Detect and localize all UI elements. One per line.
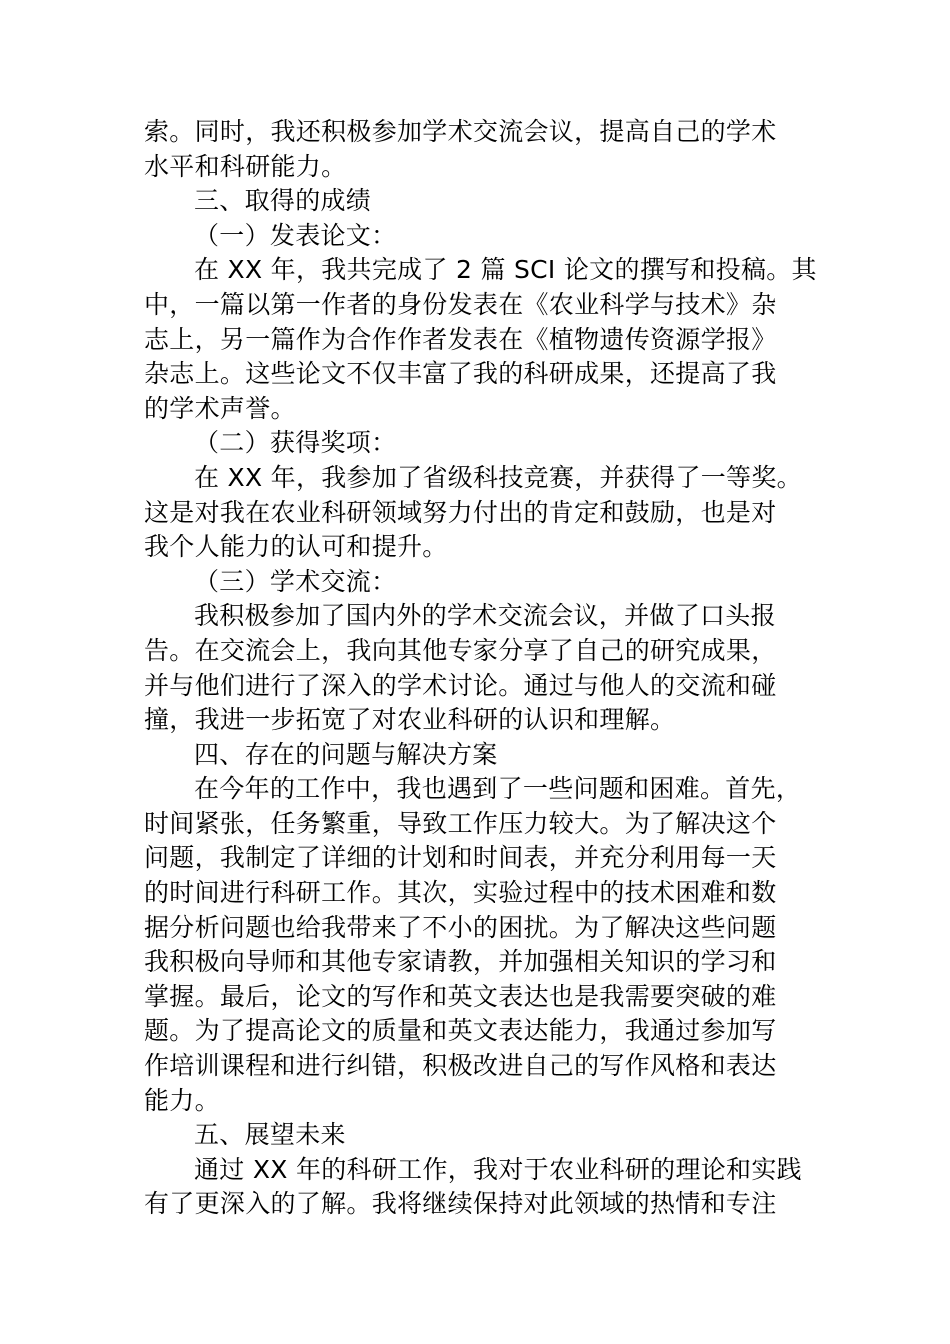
paragraph-line: 索。同时，我还积极参加学术交流会议，提高自己的学术 <box>144 117 777 146</box>
document-body <box>144 115 817 1222</box>
paragraph-line: 杂志上。这些论文不仅丰富了我的科研成果，还提高了我 <box>144 359 777 389</box>
paragraph-line: 并与他们进行了深入的学术讨论。通过与他人的交流和碰 <box>144 670 777 700</box>
paragraph-line: 通过 XX 年的科研工作，我对于农业科研的理论和实践 <box>194 1154 802 1184</box>
paragraph-line: 在 XX 年，我共完成了 2 篇 SCI 论文的撰写和投稿。其 <box>194 255 817 285</box>
paragraph-line: 题。为了提高论文的质量和英文表达能力，我通过参加写 <box>144 1016 777 1046</box>
paragraph-line: 水平和科研能力。 <box>144 151 347 181</box>
subsection-heading-1: （一）发表论文： <box>194 220 397 250</box>
paragraph-line: 我积极向导师和其他专家请教，并加强相关知识的学习和 <box>144 947 777 977</box>
subsection-heading-3: （三）学术交流： <box>194 566 397 596</box>
paragraph-line: 在今年的工作中，我也遇到了一些问题和困难。首先， <box>194 774 802 804</box>
section-heading-5: 五、展望未来 <box>194 1120 346 1150</box>
paragraph-line: 在 XX 年，我参加了省级科技竞赛，并获得了一等奖。 <box>194 462 802 492</box>
paragraph-line: 时间紧张，任务繁重，导致工作压力较大。为了解决这个 <box>144 808 777 838</box>
paragraph-line: 掌握。最后，论文的写作和英文表达也是我需要突破的难 <box>144 981 777 1011</box>
subsection-heading-2: （二）获得奖项： <box>194 428 397 458</box>
paragraph-line: 据分析问题也给我带来了不小的困扰。为了解决这些问题 <box>144 912 777 942</box>
paragraph-line: 我个人能力的认可和提升。 <box>144 532 448 562</box>
paragraph-line: 有了更深入的了解。我将继续保持对此领域的热情和专注 <box>144 1189 777 1219</box>
paragraph-line: 问题，我制定了详细的计划和时间表，并充分利用每一天 <box>144 843 777 873</box>
paragraph-line: 告。在交流会上，我向其他专家分享了自己的研究成果， <box>144 635 777 665</box>
paragraph-line: 的学术声誉。 <box>144 393 296 423</box>
paragraph-line: 我积极参加了国内外的学术交流会议，并做了口头报 <box>194 601 776 631</box>
paragraph-line: 能力。 <box>144 1085 220 1115</box>
paragraph-line: 这是对我在农业科研领域努力付出的肯定和鼓励，也是对 <box>144 497 777 527</box>
paragraph-line: 中，一篇以第一作者的身份发表在《农业科学与技术》杂 <box>144 289 777 319</box>
section-heading-3: 三、取得的成绩 <box>194 186 372 216</box>
paragraph-line: 的时间进行科研工作。其次，实验过程中的技术困难和数 <box>144 878 777 908</box>
paragraph-line: 撞，我进一步拓宽了对农业科研的认识和理解。 <box>144 705 676 735</box>
paragraph-line: 志上，另一篇作为合作作者发表在《植物遗传资源学报》 <box>144 324 777 354</box>
paragraph-line: 作培训课程和进行纠错，积极改进自己的写作风格和表达 <box>144 1051 777 1081</box>
section-heading-4: 四、存在的问题与解决方案 <box>194 739 498 769</box>
